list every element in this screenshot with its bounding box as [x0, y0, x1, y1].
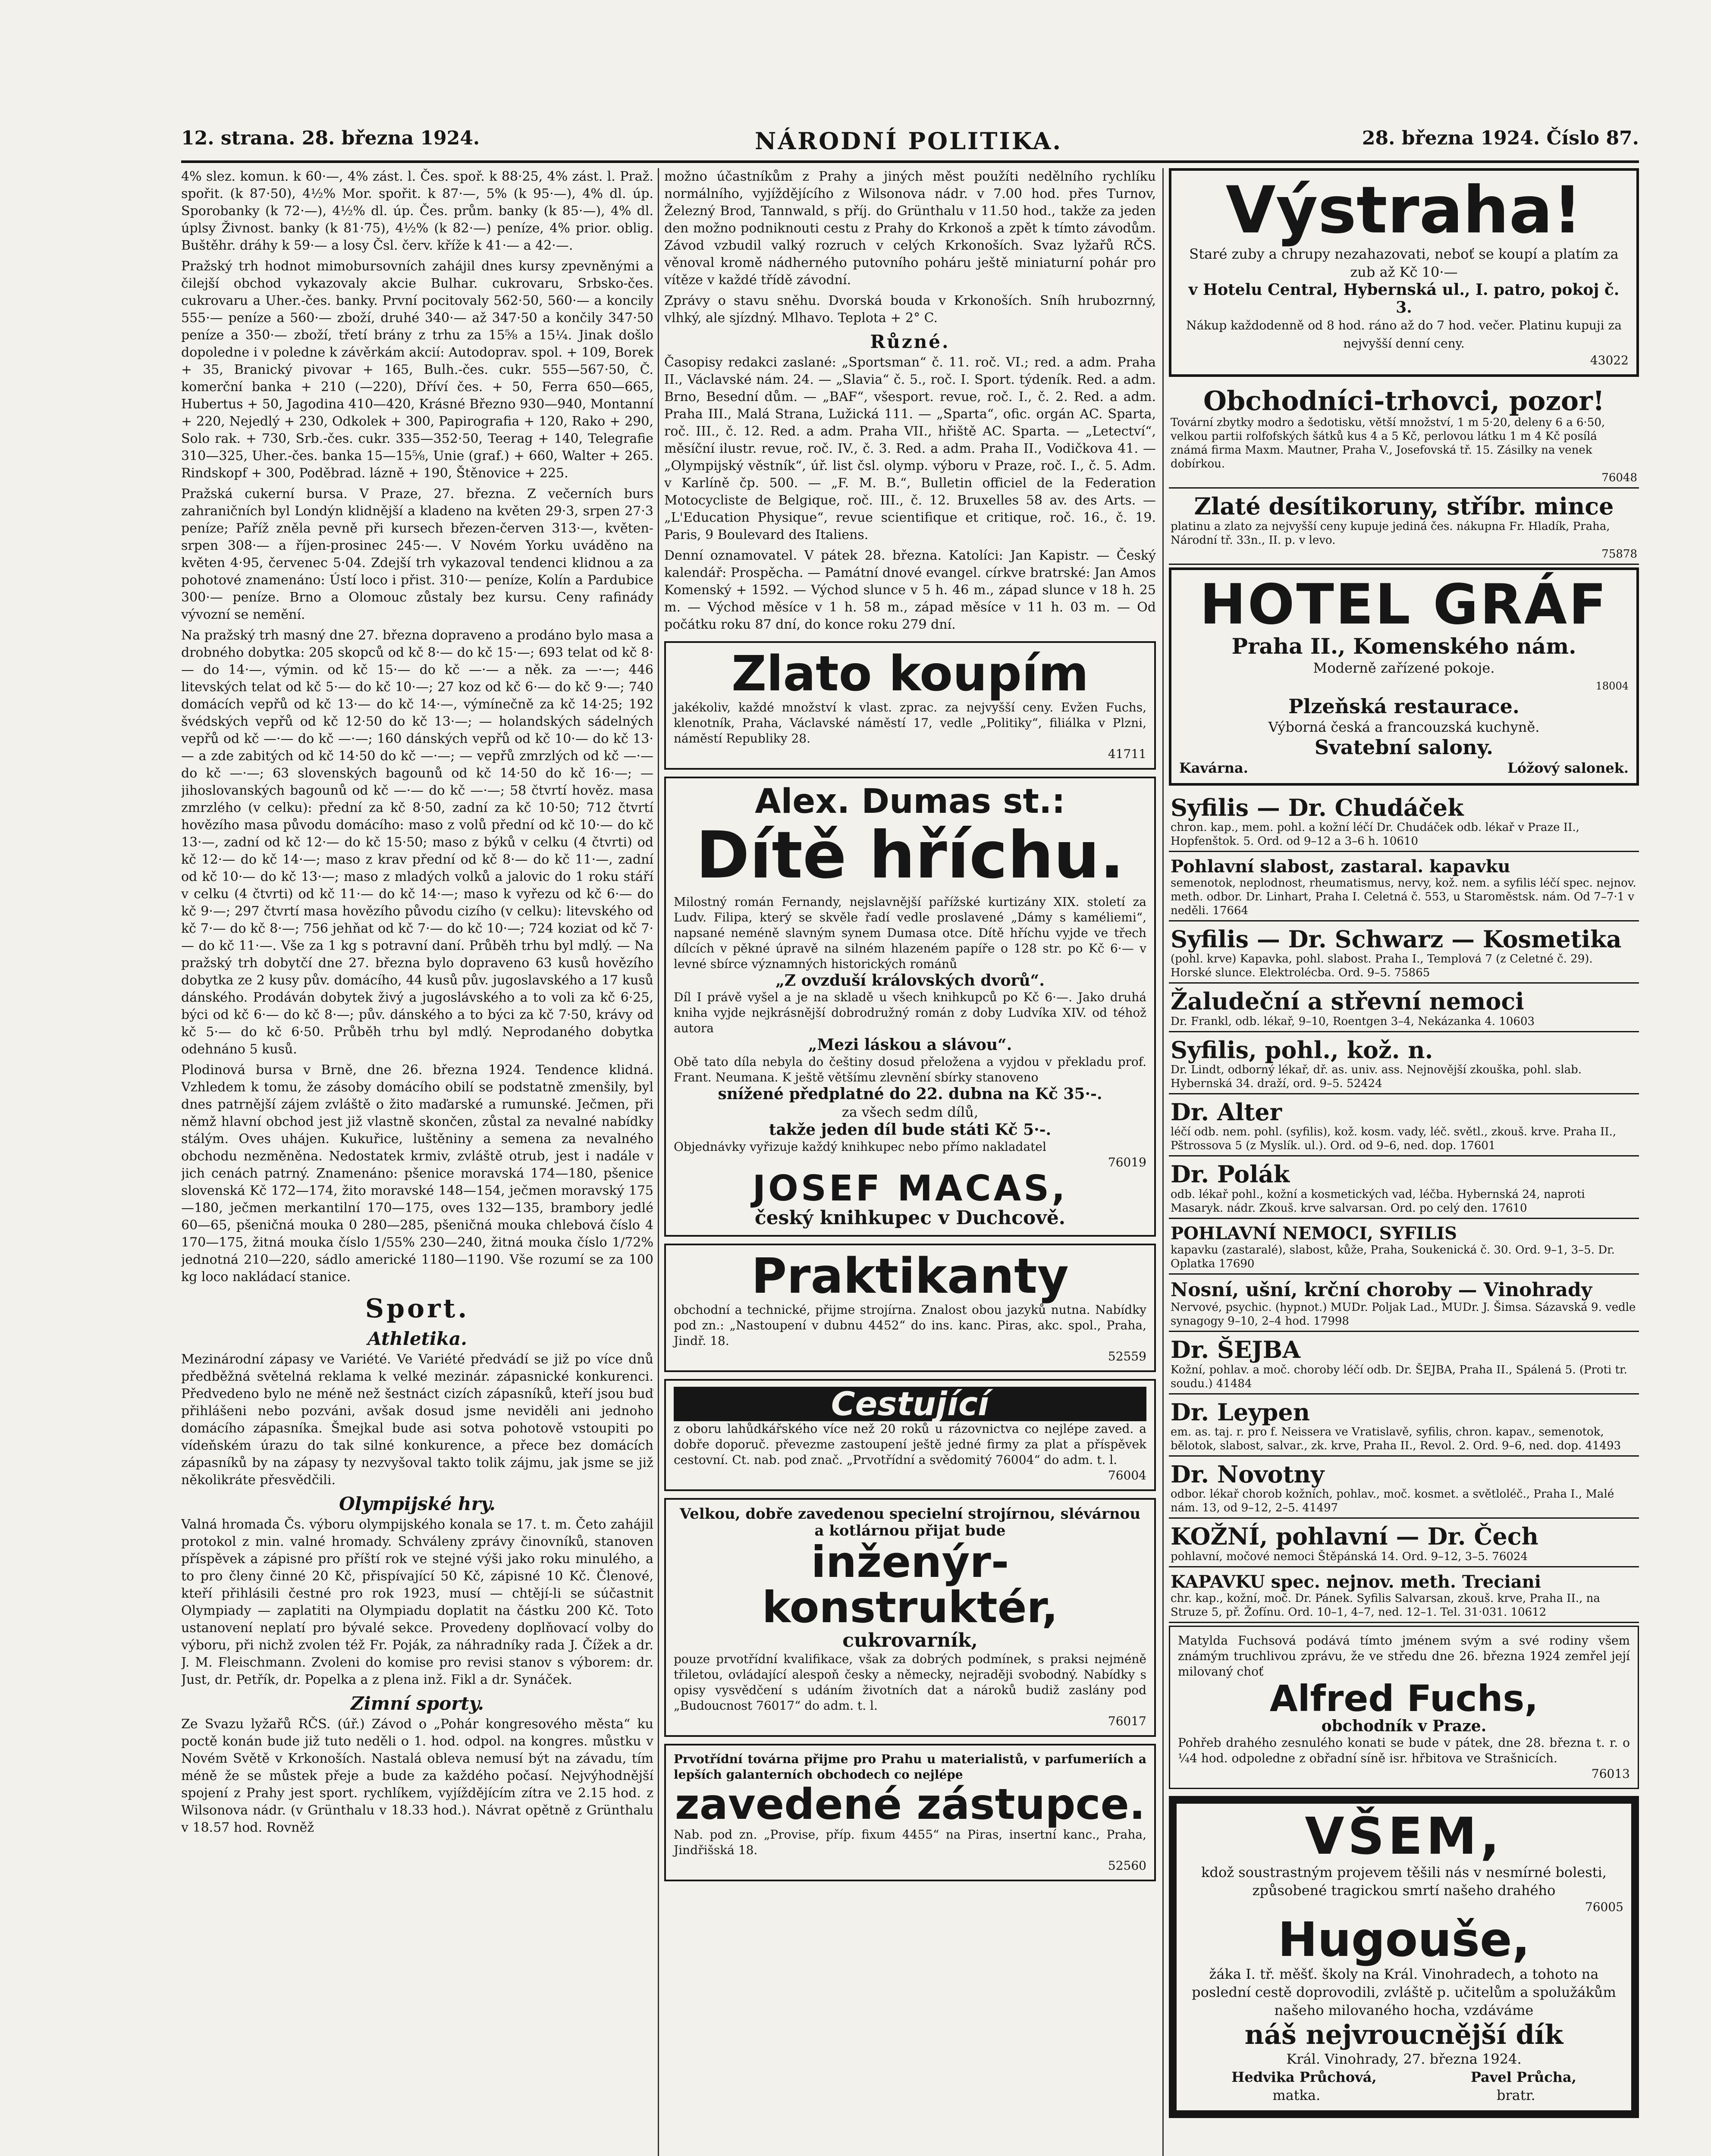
small-ad-text: Dr. Frankl, odb. lékař, 9–10, Roentgen 3–4, Nekázanka 4. 10603 [1171, 1015, 1535, 1028]
list-item [1169, 1097, 1639, 1156]
ad-vsem-name: Hugouše, [1278, 1912, 1530, 1968]
column-2 [664, 168, 1156, 2156]
ad-obchodnici-code: 76048 [1601, 471, 1637, 485]
list-item [1169, 1570, 1639, 1623]
article-market: 4% slez. komun. k 60·—, 4% zást. l. Čes. spoř. k 88·25, 4% zást. l. Praž. spořit. (k 87·50), 4½% Mor. spořit. k 87·—, 5% (k 95·—), 4% dl. úp. Sporobanky (k 72·—), 4½% dl. úp. Čes. prům. banky (k 85·—), 4% dl. úplsy Živnost. banky (k 81·75), 4½% (k 82·—) peníze, 4% prior. oblig. Buštěhr. dráhy k 59·— a losy Čsl. červ. kříže k 41·— a 42·—. [181, 169, 653, 253]
ad-dumas-title: Dítě hříchu. [696, 818, 1124, 893]
ad-vsem-text2: žáka I. tř. měšť. školy na Král. Vinohradech, a tohoto na poslední cestě doprovodili, zvláště p. učitelům a spolužákům našeho milovaného hocha, vzdáváme [1192, 1965, 1616, 2018]
ad-obchodnici-text: Tovární zbytky modro a šedotisku, větší množství, 1 m 5·20, deleny 6 a 6·50, velkou partii rolfofských šátků kus 4 a 5 Kč, perlovou látku 1 m 4 Kč posílá známá firma Maxm. Mautner, Praha V., Josefovská tř. 15. Zásilky na venek dobírkou. [1171, 416, 1605, 471]
ad-dumas-series: „Z ovzduší královských dvorů“. [775, 971, 1045, 990]
ad-vsem-place: Král. Vinohrady, 27. března 1924. [1286, 2051, 1522, 2068]
ad-zlato-text: jakékoliv, každé množství k vlast. zprac. za nejvyšší ceny. Evžen Fuchs, klenotník, Praha, Václavské náměstí 17, vedle „Politiky“, filiálka v Plzni, náměstí Republiky 28. [674, 700, 1146, 746]
ad-dumas-publisher-sub: český knihkupec v Duchcově. [754, 1206, 1066, 1229]
small-ad-name: Dr. Leypen [1171, 1398, 1310, 1426]
column-divider [1162, 168, 1164, 2156]
ad-vsem-sign2b: bratr. [1496, 2087, 1535, 2104]
list-item [1169, 1397, 1639, 1457]
ad-praktikanty [664, 1244, 1156, 1372]
ad-vsem-text: kdož soustrastným projevem těšili nás v nesmírné bolesti, způsobené tragickou smrtí našeho drahého [1201, 1864, 1607, 1899]
ad-cestujici [664, 1379, 1156, 1491]
ad-inzenyr-text: pouze prvotřídní kvalifikace, však za dobrých podmínek, s praksi nejméně třiletou, ovládající alespoň česky a německy, nejraději svobodný. Nabídky s opisy vysvědčení s udáním životních dat a nároků budiž zaslány pod „Budoucnost 76017“ do adm. t. l. [674, 1652, 1146, 1713]
small-ad-name: POHLAVNÍ NEMOCI, SYFILIS [1171, 1223, 1457, 1244]
article-denni: Denní oznamovatel. V pátek 28. března. Katolíci: Jan Kapistr. — Český kalendář: Prospěcha. — Památní dnové evangel. církve bratrské: Jan Amos Komenský + 1592. — Východ slunce v 5 h. 46 m., západ slunce v 18 h. 25 m. — Východ měsíce v 1 h. 58 m., západ měsíce v 11 h. 03 m. — Od počátku roku 87 dní, do konce roku 279 dní. [664, 548, 1156, 632]
ad-vystraha-code: 43022 [1590, 353, 1629, 368]
subsection-olymp-title: Olympijské hry. [339, 1493, 496, 1514]
ad-dumas-order: Objednávky vyřizuje každý knihkupec nebo přímo nakladatel [674, 1139, 1046, 1154]
ad-fuchs-text: Matylda Fuchsová podává tímto jménem svým a své rodiny všem známým truchlivou zprávu, že ve středu dne 26. března 1924 zemřel její milovaný choť [1178, 1633, 1630, 1679]
article-snih: Zprávy o stavu sněhu. Dvorská bouda v Krkonoších. Sníh hrubozrnný, vlhký, ale sjízdný. Mlhavo. Teplota + 2° C. [664, 293, 1156, 326]
newspaper-title: NÁRODNÍ POLITIKA. [755, 127, 1063, 155]
ad-zastupce-text: Nab. pod zn. „Provise, příp. fixum 4455“ na Piras, insertní kanc., Praha, Jindřišská 18. [674, 1827, 1146, 1858]
ad-praktikanty-code: 52559 [1108, 1349, 1146, 1363]
ad-dumas-text2: Díl I právě vyšel a je na skladě u všech knihkupců po Kč 6·—. Jako druhá kniha vyjde nejkrásnější dobrodružný román z doby Ludvíka XIV. od téhož autora [674, 990, 1146, 1036]
ad-zastupce [664, 1744, 1156, 1881]
ad-vsem-sign1b: matka. [1272, 2087, 1321, 2104]
ad-vystraha-text: Staré zuby a chrupy nezahazovati, neboť se koupí a platím za zub až Kč 10·— [1189, 245, 1619, 280]
ad-vsem-sign2: Pavel Průcha, [1470, 2069, 1576, 2086]
list-item [1169, 1521, 1639, 1567]
ad-hotel-line5a: Kavárna. [1179, 759, 1248, 776]
small-ad-text: (pohl. krve) Kapavka, pohl. slabost. Praha I., Templová 7 (z Celetné č. 29). Horské slunce. Elektrolécba. Ord. 9–5. 75865 [1171, 953, 1593, 980]
small-ad-name: KAPAVKU spec. nejnov. meth. Treciani [1171, 1571, 1541, 1592]
column-3 [1169, 168, 1639, 2156]
ad-cestujici-code: 76004 [1108, 1468, 1146, 1482]
article-olymp: Valná hromada Čs. výboru olympijského konala se 17. t. m. Četo zahájil protokol z min. valné hromady. Schváleny zprávy činovníků, stanoven příspěvek a zápisné pro příští rok ve stejné výši jako roku minulého, a to pro členy činné 20 Kč, přispívající 50 Kč, zápisné 10 Kč. Členové, kteří přihlásili čestné pro rok 1923, musí — chtějí-li se súčastnit Olympiady — zaplatiti na Olympiadu doplatit na částku 200 Kč. Toto ustanovení neplatí pro bývalé sekce. Provedeny doplňovací volby do výboru, při nichž zvolen též Fr. Poják, za náhradníky rada J. Čížek a dr. J. M. Fleischmann. Zvoleni do komise pro revisi stanov s výborem: dr. Just, dr. Petřík, dr. Popelka a z plena inž. Fikl a dr. Synáček. [181, 1517, 653, 1687]
small-ad-text: chr. kap., kožní, moč. Dr. Pánek. Syfilis Salvarsan, zkouš. krve, Praha II., na Struze 5, př. Žofínu. Ord. 10–1, 4–7, ned. 12–1. Tel. 31·031. 10612 [1171, 1592, 1600, 1619]
issue-number: 28. března 1924. Číslo 87. [1362, 127, 1639, 149]
ad-hotel-line4: Svatební salony. [1314, 735, 1494, 759]
small-ad-name: Syfilis — Dr. Chudáček [1171, 793, 1464, 821]
ad-hotel-code: 18004 [1595, 680, 1629, 692]
ad-vsem-thanks [1169, 1796, 1639, 2118]
ad-fuchs-code: 76013 [1591, 1767, 1630, 1781]
ad-zastupce-title: zavedené zástupce. [675, 1780, 1146, 1830]
ad-inzenyr-code: 76017 [1108, 1714, 1146, 1729]
list-item [1169, 1159, 1639, 1219]
ad-vsem-title: VŠEM, [1305, 1806, 1503, 1866]
ad-obchodnici-title: Obchodníci-trhovci, pozor! [1203, 385, 1604, 417]
ad-dumas-book2: „Mezi láskou a slávou“. [808, 1036, 1012, 1054]
small-ad-name: Pohlavní slabost, zastaral. kapavku [1171, 856, 1510, 877]
small-ad-name: KOŽNÍ, pohlavní — Dr. Čech [1171, 1523, 1538, 1551]
section-ruzne-title: Různé. [870, 331, 950, 352]
column-divider [658, 168, 659, 2156]
small-ad-name: Žaludeční a střevní nemoci [1171, 987, 1524, 1015]
small-ad-text: kapavku (zastaralé), slabost, kůže, Praha, Soukenická č. 30. Ord. 9–1, 3–5. Dr. Oplatka 17690 [1171, 1243, 1615, 1270]
article-prazsky-trh: Pražský trh hodnot mimobursovních zahájil dnes kursy zpevněnými a čilejší obchod vykazovaly akcie Bulhar. cukrovaru, Srbsko-čes. cukrovaru a Uher.-čes. banky. První pocitovaly 562·50, 560·— a koncily 555·— peníze a 560·— zboží, druhé 340·— až 347·50 a končily 347·50 peníze a 350·— zboží, třetí brány z trhu za 15⅝ a 15¼. Jinak došlo dopoledne i v poledne k závěrkám akcií: Autodoprav. spol. + 109, Borek + 35, Branický pivovar + 165, Bulh.-čes. cukr. 555—567·50, Č. komerční banka + 210 (—220), Dříví čes. + 50, Ferra 650—665, Hubertus + 50, Jagodina 410—420, Krásné Březno 930—940, Montanní + 220, Nejedlý + 230, Odkolek + 300, Papirografia + 120, Rako + 290, Solo rak. + 730, Srb.-čes. cukr. 335—352·50, Teerag + 140, Telegrafie 310—325, Uher.-čes. banka 15—15⅝, Unie (graf.) + 660, Walter + 265. Rindskopf + 300, Poděbrad. lázně + 190, Štěnovice + 225. [181, 259, 653, 481]
ad-zlate-title: Zlaté desítikoruny, stříbr. mince [1194, 492, 1614, 520]
ad-dumas-price2: takže jeden díl bude státi Kč 5·-. [769, 1121, 1052, 1139]
subsection-atletika-title: Athletika. [367, 1328, 467, 1349]
article-zimni: Ze Svazu lyžařů RČS. (úř.) Závod o „Pohár kongresového města“ ku poctě konán bude již tuto neděli o 1. hod. odpol. na kongres. můstku v Novém Světě v Krkonoších. Nastalá obleva nemusí být na závadu, tím méně že se můstek přeje a bude za každého počasí. Nejvýhodnější spojení z Prahy jest sport. rychlíkem, vyjíždějícím zítra ve 2.15 hod. z Wilsonova nádr. (v Grünthalu v 18.33 hod.). Návrat opětně z Grünthalu v 18.57 hod. Rovněž [181, 1717, 653, 1835]
ad-dumas-author: Alex. Dumas st.: [755, 782, 1065, 821]
list-item [1169, 1459, 1639, 1519]
ad-hotel-line1: Moderně zařízené pokoje. [1313, 659, 1495, 676]
small-ad-text: Dr. Lindt, odborný lékař, dř. as. univ. ass. Nejnovější zkouška, pohl. slab. Hybernská 34. draží, ord. 9–5. 52424 [1171, 1063, 1582, 1091]
ad-zlate-text: platinu a zlato za nejvyšší ceny kupuje jediná čes. nákupna Fr. Hladík, Praha, Národní tř. 33n., II. p. v levo. [1171, 520, 1610, 547]
ad-cestujici-text: z oboru lahůdkářského více než 20 roků u rázovnictva co nejlépe zaved. a dobře doporuč. převezme zastoupení ještě jedné firmy za plat a příspěvek cestovní. Ct. nab. pod znač. „Prvotřídní a svědomitý 76004“ do adm. t. l. [674, 1421, 1146, 1467]
small-ad-text: odb. lékař pohl., kožní a kosmetických vad, léčba. Hybernská 24, naproti Masaryk. nádr. Zkouš. krve salvarsan. Ord. po celý den. 17610 [1171, 1188, 1585, 1215]
ad-hotel-line5b: Lóžový salonek. [1507, 759, 1629, 776]
subsection-zimni-title: Zimní sporty. [351, 1693, 484, 1714]
list-item [1169, 855, 1639, 921]
list-item [1169, 793, 1639, 852]
article-casopisy: Časopisy redakci zaslané: „Sportsman“ č. 11. roč. VI.; red. a adm. Praha II., Václavské nám. 24. — „Slavia“ č. 5., roč. I. Sport. týdeník. Red. a adm. Brno, Besední dům. — „BAF“, všesport. revue, roč. I., č. 2. Red. a adm. Praha III., Malá Strana, Lužická 111. — „Sparta“, ofic. orgán AC. Sparta, roč. III., č. 12. Red. a adm. Praha VII., hřiště AC. Sparta. — „Letectví“, měsíční ilustr. revue, roč. IV., č. 3. Red. a adm. Praha II., Vodičkova 41. — „Olympijský věstník“, úř. list čsl. olymp. výboru v Praze, roč. I., č. 5. Adm. v Karlíně čp. 500. — „F. M. B.“, Bulletin officiel de la Federation Motocycliste de Belgique, roč. III., č. 12. Bruxelles 58 av. des Arts. — „L'Education Physique“, revue scientifique et critique, roč. 16., č. 19. Paris, 9 Boulevard des Italiens. [664, 355, 1156, 542]
ad-vsem-signatures [1184, 2068, 1623, 2086]
column-1 [181, 168, 653, 2156]
ad-fuchs-text2: Pohřeb drahého zesnulého konati se bude v pátek, dne 28. března t. r. o ¼4 hod. odpoledne z obřadní síně isr. hřbitova ve Strašnicích. [1178, 1736, 1630, 1766]
ad-praktikanty-title: Praktikanty [751, 1248, 1069, 1305]
ad-inzenyr [664, 1498, 1156, 1737]
ad-hotel-line3: Výborná česká a francouzská kuchyně. [1268, 718, 1540, 735]
ad-inzenyr-intro: Velkou, dobře zavedenou specielní strojírnou, slévárnou a kotlárnou přijat bude [679, 1505, 1141, 1539]
ad-dumas-price: snížené předplatné do 22. dubna na Kč 35·-. [718, 1084, 1102, 1103]
header-rule [181, 160, 1639, 163]
article-continued: možno účastníkům z Prahy a jiných měst použíti nedělního rychlíku normálního, vyjíždějícího z Wilsonova nádr. v 7.00 hod. přes Turnov, Železný Brod, Tannwald, s příj. do Grünthalu v 11.50 hod., takže za jeden den možno podniknouti cestu z Prahy do Krkonoš a zpět k tímto závodům. Závod vzbudil valký rozruch v celých Krkonoších. Svaz lyžařů RČS. věnoval kromě nádherného putovního poháru ještě miniaturní pohár pro vítěze v každé třídě závodní. [664, 169, 1156, 288]
ad-dumas-code: 76019 [1108, 1155, 1146, 1169]
ad-fuchs-sub: obchodník v Praze. [1321, 1717, 1487, 1736]
small-ad-text: Kožní, pohlav. a moč. choroby léčí odb. Dr. ŠEJBA, Praha II., Spálená 5. (Proti tr. soudu.) 41484 [1171, 1363, 1627, 1390]
list-item [1169, 986, 1639, 1032]
ad-fuchs-obituary [1169, 1626, 1639, 1789]
small-ad-text: Nervové, psychic. (hypnot.) MUDr. Poljak Lad., MUDr. J. Šimsa. Sázavská 9. vedle synagogy 9–10, 2–4 hod. 17998 [1171, 1301, 1636, 1328]
small-ad-name: Dr. Novotny [1171, 1460, 1325, 1489]
small-ad-name: Dr. Alter [1171, 1098, 1282, 1126]
ad-zlate-code: 75878 [1601, 547, 1637, 561]
article-atletika: Mezinárodní zápasy ve Variété. Ve Variété předvádí se již po více dnů předběžná světelná reklama k velké mezinár. zápasnické konkurenci. Předvedeno bylo ne méně než šestnáct cizích zápasníků, kteří jsou buď přihlášeni nebo pozváni, avšak dosud jsme neviděli ani jednoho domácího zápasníka. Šmejkal bude asi sotva pohotově vstoupiti po vídeňském úrazu do tak silné konkurence, a přece bez domácích zápasníků by na zápasy ty nezvyšoval takto tolik zájmu, jak jsme se již několikráte přesvědčili. [181, 1352, 653, 1488]
ad-vystraha-title: Výstraha! [1225, 173, 1582, 248]
small-ad-name: Dr. Polák [1171, 1160, 1290, 1188]
list-item [1169, 924, 1639, 984]
list-item [1169, 1035, 1639, 1094]
ad-vystraha-addr: v Hotelu Central, Hybernská ul., I. patro, pokoj č. 3. [1188, 280, 1620, 317]
small-ad-text: odbor. lékař chorob kožních, pohlav., moč. kosmet. a světloléč., Praha I., Malé nám. 13, od 9–12, 2–5. 41497 [1171, 1488, 1614, 1515]
ad-hotel-addr: Praha II., Komenského nám. [1231, 633, 1576, 659]
small-ad-name: Syfilis, pohl., kož. n. [1171, 1036, 1433, 1064]
ad-vsem-signatures-roles [1184, 2086, 1623, 2104]
ad-hotel-footer [1179, 759, 1629, 777]
ad-vystraha-text2: Nákup každodenně od 8 hod. ráno až do 7 hod. večer. Platinu kupuji za nejvyšší denní ceny. [1186, 318, 1622, 351]
small-ad-name: Dr. ŠEJBA [1171, 1336, 1301, 1364]
ad-vsem-thanks-line: náš nejvroucnější dík [1244, 2018, 1563, 2050]
article-brno-bursa: Plodinová bursa v Brně, dne 26. března 1924. Tendence klidná. Vzhledem k tomu, že zásoby domácího obilí se podstatně zmenšily, byl dnes patrnější zájem zvláště o žito maďarské a rumunské. Ječmen, při němž hlavní obchod jest již vlastně skončen, zůstal za nevalné nabídky stálým. Oves uhájen. Kukuřice, luštěniny a semena za nevalného obchodu nezměněna. Nedostatek krmiv, zvláště otrub, jest i nadále v jich cenách patrný. Znamenáno: pšenice moravská 174—180, pšenice slovenská Kč 172—174, žito moravské 148—154, ječmen moravský 175—180, ječmen merkantilní 170—175, oves 132—135, brambory jedlé 60—65, pšeničná mouka 0 280—285, pšeničná mouka chlebová číslo 4 170—175, žitná mouka číslo 1/55% 230—240, žitná mouka číslo 1/72% jednotná 210—220, sádlo americké 1180—1190. Vše rozumí se za 100 kg loco nakládací stanice. [181, 1062, 653, 1285]
ad-dumas-text3: Obě tato díla nebyla do češtiny dosud přeložena a vyjdou v překladu prof. Frant. Neumana. K ještě většímu zlevnění sbírky stanoveno [674, 1054, 1146, 1084]
ad-zlato-koupim [664, 641, 1156, 770]
list-item [1169, 1335, 1639, 1394]
list-item [1169, 1277, 1639, 1332]
ad-zlato-code: 41711 [1108, 746, 1146, 761]
ad-inzenyr-sub: cukrovarník, [842, 1629, 978, 1651]
ad-dumas [664, 777, 1156, 1237]
ad-zlate [1169, 491, 1639, 564]
small-ad-text: semenotok, neplodnost, rheumatismus, nervy, kož. nem. a syfilis léčí spec. nejnov. meth. odbor. Dr. Linhart, Praha I. Celetná č. 553, u Staroměstsk. nám. Od 7–7·1 v neděli. 17664 [1171, 876, 1636, 917]
small-ad-name: Syfilis — Dr. Schwarz — Kosmetika [1171, 925, 1622, 953]
ad-hotel-line2: Plzeňská restaurace. [1288, 694, 1519, 718]
ad-vystraha [1169, 168, 1639, 377]
small-ad-text: chron. kap., mem. pohl. a kožní léčí Dr. Chudáček odb. lékař v Praze II., Hopfenštok. 5. Ord. od 9–12 a 3–6 h. 10610 [1171, 821, 1579, 848]
section-sport-title: Sport. [365, 1294, 470, 1324]
ad-zastupce-intro: Prvotřídní továrna přijme pro Prahu u materialistů, v parfumeriích a lepších galanterních obchodech co nejlépe [674, 1752, 1146, 1782]
article-masny-trh: Na pražský trh masný dne 27. března dopraveno a prodáno bylo masa a drobného dobytka: 205 skopců od kč 8·— do kč 15·—; 693 telat od kč 8·— do 14·—, výmin. od kč 15·— do kč —·— a něk. za —·—; 446 litevských telat od kč 5·— do kč 10·—; 27 koz od kč 6·— do kč 9·—; 740 domácích vepřů od kč 13·— do kč 14·—, výmínečně za kč 14·25; 192 švédských vepřů od kč 12·50 do kč 13·—; — holandských sádelných vepřů od kč —·— do kč —·—; 160 dánských vepřů od kč 10·— do kč 13·— a zde zabitých od kč 14·50 do kč —·—; — vepřů zmrzlých od kč —·— do kč —·—; 63 slovenských bagounů od kč 14·50 do kč 16·—; — jihoslovanských bagounů od kč —·— do kč —·—; 58 čtvrtí hověz. masa zmrzlého (v celku): přední za kč 8·50, zadní za kč 10·50; 712 čtvrtí hovězího masa původu domácího: maso z volů přední od kč 10·— do kč 13·—, zadní od kč 12·— do kč 15·50; maso z býků v celku (4 čtvrti) od kč 12·— do kč 14·—; maso z krav přední od kč 8·— do kč 11·—, zadní od kč 10·— do kč 13·—; maso z mladých volků a jalovic do 1 roku stáří v celku (4 čtvrti) od kč 11·— do kč 14·—; maso k vyřezu od kč 6·— do kč 9·—; 297 čtvrtí masa hovězího původu cizího (v celku): litevského od kč 7·— do kč 8·—; 756 jehňat od kč 7·— do kč 10·—; 724 koziat od kč 7·— do kč 11·—. Vše za 1 kg s potravní daní. Průběh trhu byl mdlý. — Na pražský trh dobytčí dne 27. března bylo dopraveno 63 kusů hovězího dobytka ze 2 kusy pův. domácího, 44 kusů pův. jugoslavského a 17 kusů dánského. Prodáván dobytek živý a jugoslávského a to voli za kč 6·25, býci od kč 6·— do kč 8·—; pův. dánského a to býci za kč 7·50, krávy od kč 5·— do kč 6·50. Průběh trhu byl mdlý. Neprodaného dobytka odehnáno 5 kusů. [181, 628, 653, 1057]
ad-vsem-code: 76005 [1585, 1900, 1623, 1915]
ad-zlato-title: Zlato koupím [731, 646, 1089, 702]
small-ads-list [1169, 793, 1639, 1623]
small-ad-text: léčí odb. nem. pohl. (syfilis), kož. kosm. vady, léč. světl., zkouš. krve. Praha II., Pštrossova 5 (z Myslík. ul.). Ord. od 9–6, ned. dop. 17601 [1171, 1125, 1617, 1153]
ad-dumas-price-note: za všech sedm dílů, [841, 1104, 979, 1121]
ad-inzenyr-title: inženýr-konstruktér, [762, 1536, 1058, 1633]
page-number-date: 12. strana. 28. března 1924. [181, 127, 480, 149]
small-ad-name: Nosní, ušní, krční choroby — Vinohrady [1171, 1279, 1592, 1301]
ad-dumas-publisher: JOSEF MACAS, [752, 1168, 1068, 1209]
ad-vsem-sign1: Hedvika Průchová, [1231, 2069, 1377, 2086]
ad-fuchs-name: Alfred Fuchs, [1269, 1677, 1538, 1720]
article-cukerni-bursa: Pražská cukerní bursa. V Praze, 27. března. Z večerních burs zahraničních byl Londýn klidnější a kladeno na květen 29·3, srpen 27·3 peníze; Paříž zněla pevně při kursech březen-červen 313·—, květen-srpen 308·— a říjen-prosinec 245·—. V Novém Yorku uváděno na květen 4·95, červenec 5·04. Zdejší trh vykazoval tendenci klidnou a za pohotové znamenáno: Ústí loco i přist. 310·— peníze, Kolín a Pardubice 300·— peníze. Brno a Olomouc zůstaly bez kursu. Ceny rafinády vývozní se nemění. [181, 486, 653, 622]
small-ad-text: em. as. taj. r. pro f. Neissera ve Vratislavě, syfilis, chron. kapav., semenotok, bělotok, slabost, salvar., zk. krve, Praha II., Revol. 2. Ord. 9–6, ned. dop. 41493 [1171, 1426, 1621, 1453]
list-item [1169, 1222, 1639, 1275]
small-ad-text: pohlavní, močové nemoci Štěpánská 14. Ord. 9–12, 3–5. 76024 [1171, 1550, 1528, 1563]
ad-praktikanty-text: obchodní a technické, přijme strojírna. Znalost obou jazyků nutna. Nabídky pod zn.: „Nastoupení v dubnu 4452“ do ins. kanc. Piras, akc. spol., Praha, Jindř. 18. [674, 1302, 1146, 1348]
ad-cestujici-title: Cestující [674, 1387, 1146, 1421]
ad-dumas-text: Milostný román Fernandy, nejslavnější pařížské kurtizány XIX. století za Ludv. Filipa, který se skvěle řadí vedle proslavené „Dámy s kaméliemi“, napsané neméně slavným synem Dumasa otce. Dítě hříchu vyjde ve třech dílcích v pěkné úpravě na silném hlazeném papíře o 128 str. po Kč 6·— v levné sbírce významných historických románů [674, 894, 1146, 971]
ad-obchodnici [1169, 384, 1639, 489]
ad-hotel-graf [1169, 567, 1639, 786]
ad-zastupce-code: 52560 [1108, 1858, 1146, 1873]
ad-hotel-title: HOTEL GRÁF [1199, 572, 1608, 637]
